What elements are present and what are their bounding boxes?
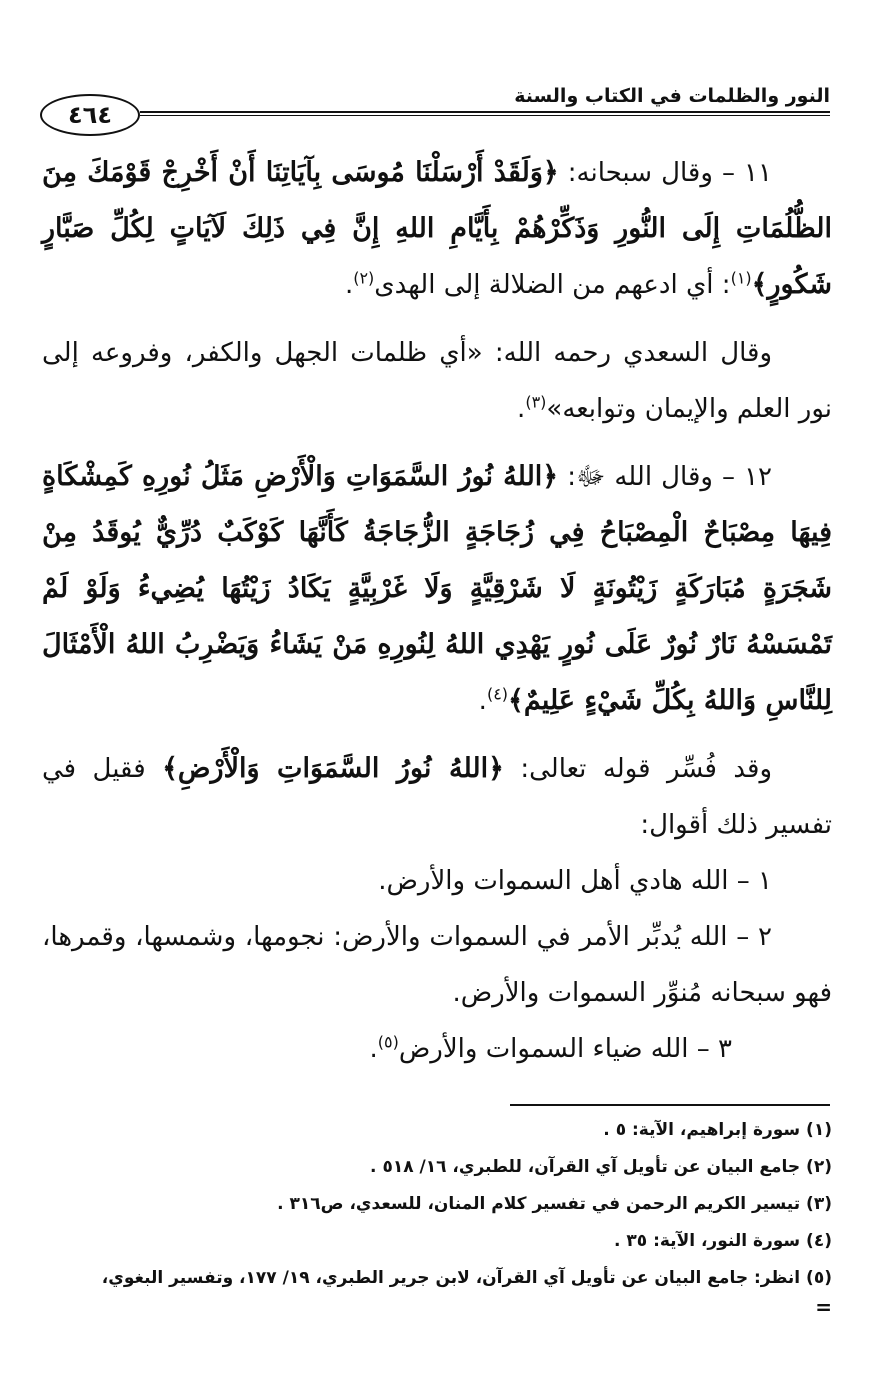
page-number: ٤٦٤ — [40, 94, 140, 136]
list-item-text: ٣ – الله ضياء السموات والأرض — [398, 1034, 732, 1064]
footnote-ref: (١) — [730, 268, 752, 288]
paragraph-lead: ١١ – وقال سبحانه: — [558, 158, 772, 188]
header-rule-thin — [140, 115, 830, 116]
paragraph-end: . — [344, 270, 354, 300]
quran-verse: ﴿وَلَقَدْ أَرْسَلْنَا مُوسَى بِآيَاتِنَا أَنْ أَخْرِجْ قَوْمَكَ مِنَ الظُّلُمَاتِ إِلَى النُّورِ وَذَكِّرْهُمْ بِأَيَّامِ اللهِ إِنَّ فِي ذَلِكَ لَآيَاتٍ لِكُلِّ صَبَّارٍ شَكُورٍ﴾ — [42, 157, 832, 300]
list-item-text: ١ – الله هادي أهل السموات والأرض. — [378, 866, 772, 896]
footnote: (٢) جامع البيان عن تأويل آي القرآن، للطبري، ١٦/ ٥١٨ . — [370, 1157, 832, 1177]
footnote-ref: (٤) — [486, 684, 509, 704]
main-text — [42, 145, 832, 1077]
footnotes — [42, 1112, 832, 1317]
paragraph-end: . — [478, 686, 487, 716]
paragraph-lead: ١٢ – وقال الله ﷻ: — [558, 462, 772, 492]
footnote: (٣) تيسير الكريم الرحمن في تفسير كلام المنان، للسعدي، ص٣١٦ . — [277, 1194, 832, 1214]
page-header — [40, 78, 830, 128]
paragraph-saadi — [42, 325, 832, 437]
list-item — [42, 853, 832, 909]
running-title: النور والظلمات في الكتاب والسنة — [514, 85, 830, 107]
footnote-separator — [510, 1104, 830, 1106]
paragraph-text: فقيل في تفسير ذلك أقوال: — [42, 754, 832, 840]
paragraph-lead: وقد فُسِّر قوله تعالى: — [503, 754, 772, 784]
footnote: (٤) سورة النور، الآية: ٣٥ . — [614, 1231, 832, 1251]
list-item-end: . — [369, 1034, 378, 1064]
footnote-ref: (٥) — [377, 1032, 399, 1052]
quran-verse: ﴿اللهُ نُورُ السَّمَوَاتِ وَالْأَرْضِ﴾ — [162, 753, 504, 784]
quran-verse: ﴿اللهُ نُورُ السَّمَوَاتِ وَالْأَرْضِ مَثَلُ نُورِهِ كَمِشْكَاةٍ فِيهَا مِصْبَاحٌ الْمِصْبَاحُ فِي زُجَاجَةٍ الزُّجَاجَةُ كَأَنَّهَا كَوْكَبٌ دُرِّيٌّ يُوقَدُ مِنْ شَجَرَةٍ مُبَارَكَةٍ زَيْتُونَةٍ لَا شَرْقِيَّةٍ وَلَا غَرْبِيَّةٍ يَكَادُ زَيْتُهَا يُضِيءُ وَلَوْ لَمْ تَمْسَسْهُ نَارٌ نُورٌ عَلَى نُورٍ يَهْدِي اللهُ لِنُورِهِ مَنْ يَشَاءُ وَيَضْرِبُ اللهُ الْأَمْثَالَ لِلنَّاسِ وَاللهُ بِكُلِّ شَيْءٍ عَلِيمٌ﴾ — [42, 461, 832, 716]
footnote: (٥) انظر: جامع البيان عن تأويل آي القرآن، لابن جرير الطبري، ١٩/ ١٧٧، وتفسير البغوي، — [101, 1268, 832, 1288]
footnote-ref: (٢) — [353, 268, 375, 288]
list-item — [42, 909, 832, 1021]
header-rule — [140, 111, 830, 113]
paragraph-end: . — [517, 394, 526, 424]
paragraph-text: وقال السعدي رحمه الله: «أي ظلمات الجهل والكفر، وفروعه إلى نور العلم والإيمان وتوابعه» — [42, 338, 832, 424]
paragraph-12 — [42, 449, 832, 729]
continuation-mark: = — [815, 1295, 832, 1319]
footnote-ref: (٣) — [525, 392, 547, 412]
list-item — [42, 1021, 832, 1077]
footnote: (١) سورة إبراهيم، الآية: ٥ . — [603, 1120, 832, 1140]
paragraph-11 — [42, 145, 832, 313]
paragraph-interpretation — [42, 741, 832, 853]
paragraph-text: : أي ادعهم من الضلالة إلى الهدى — [374, 270, 731, 300]
list-item-text: ٢ – الله يُدبِّر الأمر في السموات والأرض: نجومها، وشمسها، وقمرها، فهو سبحانه مُنوِّر السموات والأرض. — [42, 922, 832, 1008]
